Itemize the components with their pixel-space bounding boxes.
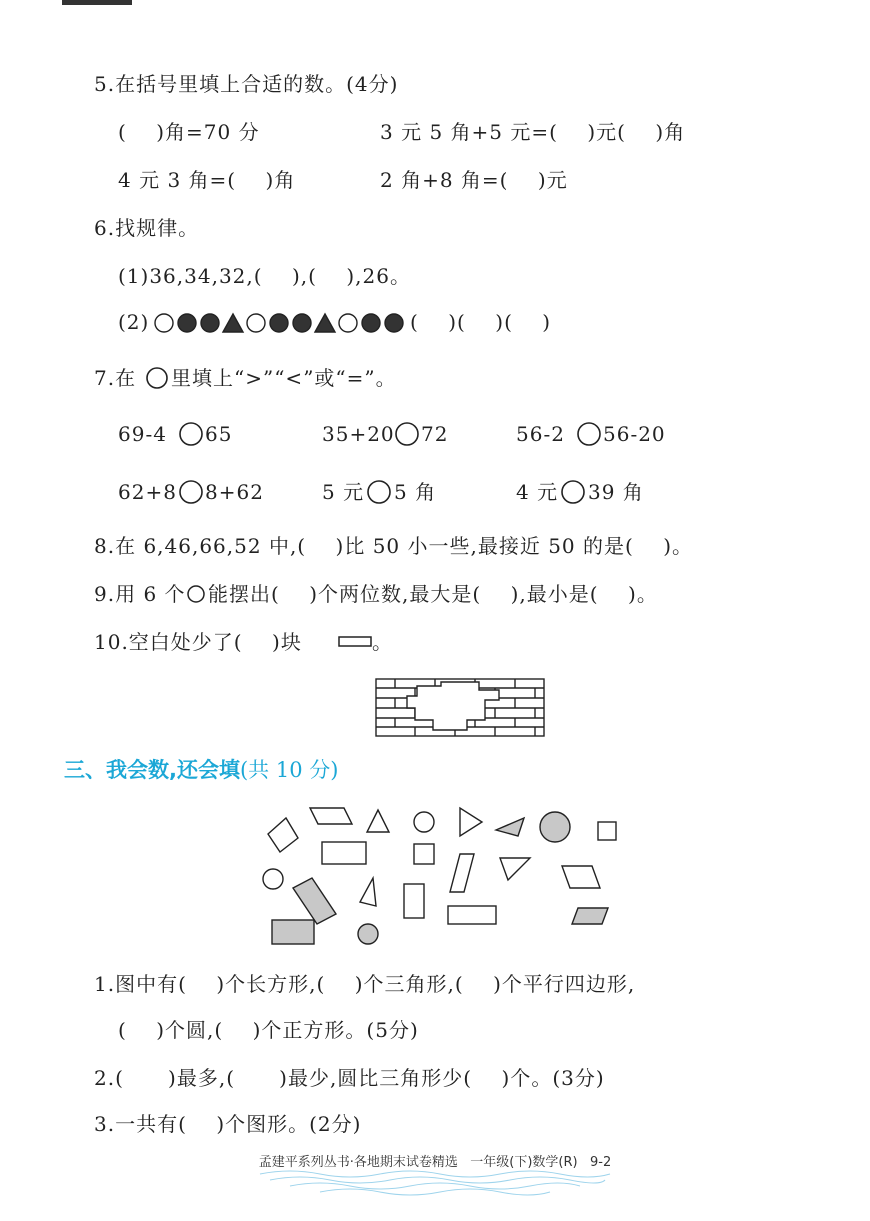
page-footer: 孟建平系列丛书·各地期末试卷精选 一年级(下)数学(R) 9-2 (258, 1155, 612, 1170)
q7-item3-right: 56-20 (603, 422, 666, 446)
black-triangle-icon (223, 314, 243, 332)
q5-title: 5.在括号里填上合适的数。(4分) (94, 72, 399, 96)
black-circle-icon (178, 314, 196, 332)
q8-text: 8.在 6,46,66,52 中,( )比 50 小一些,最接近 50 的是( )。 (94, 534, 694, 558)
q6-title: 6.找规律。 (94, 216, 200, 240)
q7-item1-left: 69-4 (118, 422, 167, 446)
q5-row2-left: 4 元 3 角=( )角 (118, 168, 296, 192)
black-circle-icon (385, 314, 403, 332)
q7-item1-right: 65 (205, 422, 233, 446)
s3-q1-line1: 1.图中有( )个长方形,( )个三角形,( )个平行四边形, (94, 972, 636, 996)
compare-circle[interactable] (178, 421, 204, 447)
white-circle-icon (155, 314, 173, 332)
q10-text-a: 10.空白处少了( )块 (94, 630, 302, 654)
compare-circle[interactable] (576, 421, 602, 447)
q7-item4-right: 8+62 (205, 480, 264, 504)
q6-part2-blanks: ( )( )( ) (410, 310, 552, 334)
q5-row2-right: 2 角+8 角=( )元 (380, 168, 568, 192)
black-circle-icon (270, 314, 288, 332)
q7-title-b: 里填上“>”“<”或“=”。 (171, 366, 397, 390)
q9-text-a: 9.用 6 个 (94, 582, 186, 606)
q7-item2-left: 35+20 (322, 422, 395, 446)
q7-item4-left: 62+8 (118, 480, 177, 504)
section-3-heading: 三、我会数,还会填 (64, 758, 240, 782)
q7-item6-left: 4 元 (516, 480, 559, 504)
black-circle-icon (201, 314, 219, 332)
top-edge-mark (62, 0, 132, 5)
q6-part2-prefix: (2) (118, 310, 150, 334)
q7-title-a: 7.在 (94, 366, 137, 390)
q7-item2-right: 72 (421, 422, 449, 446)
black-triangle-icon (315, 314, 335, 332)
q7-item5-right: 5 角 (394, 480, 437, 504)
q7-item5-left: 5 元 (322, 480, 365, 504)
shapes-figure (260, 800, 620, 950)
black-circle-icon (362, 314, 380, 332)
q7-item3-left: 56-2 (516, 422, 565, 446)
circle-icon (145, 366, 169, 390)
footer-wave-decoration (250, 1168, 620, 1198)
s3-q1-line2: ( )个圆,( )个正方形。(5分) (118, 1018, 419, 1042)
q7-item6-right: 39 角 (588, 480, 644, 504)
s3-q3: 3.一共有( )个图形。(2分) (94, 1112, 362, 1136)
s3-q2: 2.( )最多,( )最少,圆比三角形少( )个。(3分) (94, 1066, 605, 1090)
q5-row1-left: ( )角=70 分 (118, 120, 260, 144)
white-circle-icon (247, 314, 265, 332)
compare-circle[interactable] (366, 479, 392, 505)
black-circle-icon (293, 314, 311, 332)
shape-sequence (154, 312, 414, 334)
section-3-title (64, 754, 338, 784)
section-3-score: (共 10 分) (239, 758, 339, 782)
white-circle-icon (339, 314, 357, 332)
q10-text-b: 。 (372, 630, 393, 654)
compare-circle[interactable] (394, 421, 420, 447)
compare-circle[interactable] (178, 479, 204, 505)
circle-icon (186, 584, 206, 604)
q6-part1: (1)36,34,32,( ),( ),26。 (118, 264, 411, 288)
q9-text-b: 能摆出( )个两位数,最大是( ),最小是( )。 (208, 582, 658, 606)
brick-wall-figure (375, 678, 545, 738)
brick-icon (338, 636, 372, 648)
compare-circle[interactable] (560, 479, 586, 505)
q5-row1-right: 3 元 5 角+5 元=( )元( )角 (380, 120, 686, 144)
